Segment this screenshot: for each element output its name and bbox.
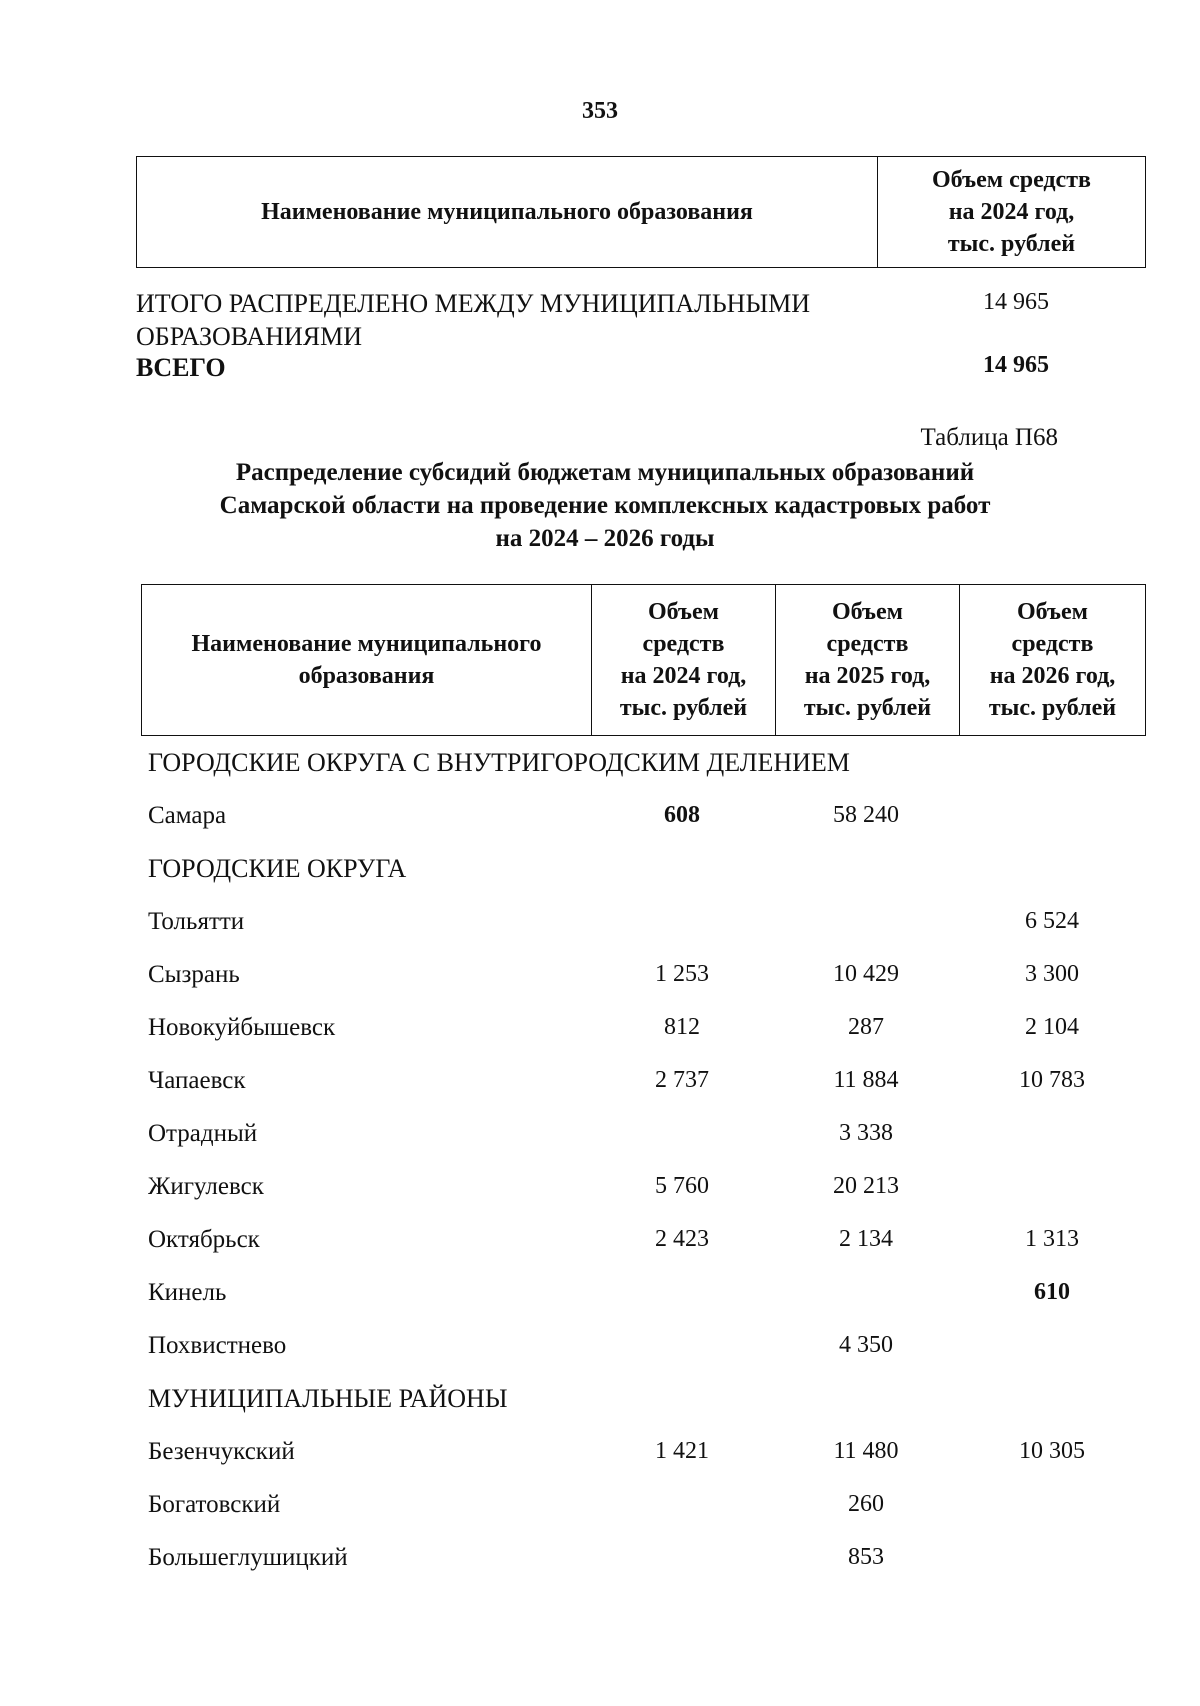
table-row bbox=[0, 948, 1200, 1001]
table-row bbox=[0, 1160, 1200, 1213]
header-2025-line: тыс. рублей bbox=[803, 695, 932, 721]
table-row bbox=[0, 1107, 1200, 1160]
municipality-name: Безенчукский bbox=[148, 1437, 295, 1465]
header-2024 bbox=[592, 585, 776, 735]
municipality-name: Кинель bbox=[148, 1278, 227, 1306]
municipality-name: Чапаевск bbox=[148, 1066, 246, 1094]
value-2024: 1 253 bbox=[655, 961, 709, 987]
summary-value: 14 965 bbox=[983, 289, 1049, 315]
value-2024: 5 760 bbox=[655, 1173, 709, 1199]
table-title-line: Самарской области на проведение комплексных кадастровых работ bbox=[219, 492, 991, 519]
table-header bbox=[141, 584, 1146, 736]
header-2024-line: тыс. рублей bbox=[619, 695, 748, 721]
page-number: 353 bbox=[582, 98, 618, 124]
value-2025: 853 bbox=[848, 1544, 884, 1570]
table-row bbox=[0, 1213, 1200, 1266]
value-2024: 812 bbox=[664, 1014, 700, 1040]
value-2024: 608 bbox=[664, 802, 700, 828]
table-title-line: на 2024 – 2026 годы bbox=[495, 525, 715, 552]
value-2024: 1 421 bbox=[655, 1438, 709, 1464]
table-row bbox=[0, 895, 1200, 948]
section-title: ГОРОДСКИЕ ОКРУГА С ВНУТРИГОРОДСКИМ ДЕЛЕНИЕМ bbox=[148, 747, 850, 777]
header-2025-line: на 2025 год, bbox=[804, 663, 931, 689]
value-2026: 6 524 bbox=[1025, 908, 1079, 934]
table-body bbox=[0, 736, 1200, 1584]
table-caption: Таблица П68 bbox=[920, 424, 1058, 451]
value-2025: 2 134 bbox=[839, 1226, 893, 1252]
municipality-name: Тольятти bbox=[148, 907, 245, 935]
municipality-name: Богатовский bbox=[148, 1490, 281, 1518]
header-2026-line: тыс. рублей bbox=[988, 695, 1117, 721]
header-2025 bbox=[776, 585, 960, 735]
table-row bbox=[0, 1478, 1200, 1531]
header-value-line: Объем средств bbox=[932, 167, 1091, 193]
table-row bbox=[0, 1425, 1200, 1478]
header-name bbox=[142, 585, 592, 735]
table-row bbox=[0, 1319, 1200, 1372]
municipality-name: Большеглушицкий bbox=[148, 1543, 348, 1571]
municipality-name: Самара bbox=[148, 801, 227, 829]
header-value-cell bbox=[878, 157, 1145, 267]
section-title: ГОРОДСКИЕ ОКРУГА bbox=[148, 853, 407, 883]
value-2025: 11 480 bbox=[833, 1438, 899, 1464]
value-2025: 287 bbox=[848, 1014, 884, 1040]
total-label: ВСЕГО bbox=[136, 353, 226, 382]
municipality-name: Октябрьск bbox=[148, 1225, 260, 1253]
municipality-name: Новокуйбышевск bbox=[148, 1013, 336, 1041]
header-value-line: тыс. рублей bbox=[947, 231, 1076, 257]
summary-label-line2: ОБРАЗОВАНИЯМИ bbox=[136, 322, 363, 351]
table-row bbox=[0, 789, 1200, 842]
value-2026: 3 300 bbox=[1025, 961, 1079, 987]
table-title-line: Распределение субсидий бюджетам муниципальных образований bbox=[235, 459, 975, 486]
summary-label-line1: ИТОГО РАСПРЕДЕЛЕНО МЕЖДУ МУНИЦИПАЛЬНЫМИ bbox=[136, 289, 811, 318]
value-2025: 3 338 bbox=[839, 1120, 893, 1146]
header-2026-line: Объем bbox=[1016, 599, 1089, 625]
value-2026: 1 313 bbox=[1025, 1226, 1079, 1252]
header-2025-line: средств bbox=[826, 631, 909, 657]
section-row bbox=[0, 736, 1200, 789]
value-2025: 58 240 bbox=[833, 802, 899, 828]
header-2026-line: на 2026 год, bbox=[989, 663, 1116, 689]
header-2024-line: на 2024 год, bbox=[620, 663, 747, 689]
header-2026 bbox=[960, 585, 1145, 735]
section-row bbox=[0, 842, 1200, 895]
header-value-line: на 2024 год, bbox=[948, 199, 1075, 225]
header-name-line: образования bbox=[298, 663, 435, 689]
header-2024-line: средств bbox=[642, 631, 725, 657]
municipality-name: Жигулевск bbox=[148, 1172, 264, 1200]
municipality-name: Сызрань bbox=[148, 960, 240, 988]
total-value: 14 965 bbox=[983, 352, 1049, 378]
table-row bbox=[0, 1001, 1200, 1054]
header-name-line: Наименование муниципального bbox=[191, 631, 542, 657]
table-title bbox=[130, 456, 1080, 555]
value-2026: 10 783 bbox=[1019, 1067, 1085, 1093]
header-2025-line: Объем bbox=[831, 599, 904, 625]
value-2025: 11 884 bbox=[833, 1067, 899, 1093]
value-2025: 10 429 bbox=[833, 961, 899, 987]
value-2024: 2 737 bbox=[655, 1067, 709, 1093]
section-row bbox=[0, 1372, 1200, 1425]
table-row bbox=[0, 1054, 1200, 1107]
header-2026-line: средств bbox=[1011, 631, 1094, 657]
section-title: МУНИЦИПАЛЬНЫЕ РАЙОНЫ bbox=[148, 1383, 508, 1413]
value-2025: 4 350 bbox=[839, 1332, 893, 1358]
value-2025: 260 bbox=[848, 1491, 884, 1517]
value-2026: 10 305 bbox=[1019, 1438, 1085, 1464]
continued-table-header bbox=[136, 156, 1146, 268]
table-row bbox=[0, 1531, 1200, 1584]
value-2026: 610 bbox=[1034, 1279, 1070, 1305]
header-name-cell: Наименование муниципального образования bbox=[137, 157, 878, 267]
municipality-name: Похвистнево bbox=[148, 1331, 287, 1359]
value-2026: 2 104 bbox=[1025, 1014, 1079, 1040]
value-2024: 2 423 bbox=[655, 1226, 709, 1252]
value-2025: 20 213 bbox=[833, 1173, 899, 1199]
header-2024-line: Объем bbox=[647, 599, 720, 625]
municipality-name: Отрадный bbox=[148, 1119, 258, 1147]
table-row bbox=[0, 1266, 1200, 1319]
